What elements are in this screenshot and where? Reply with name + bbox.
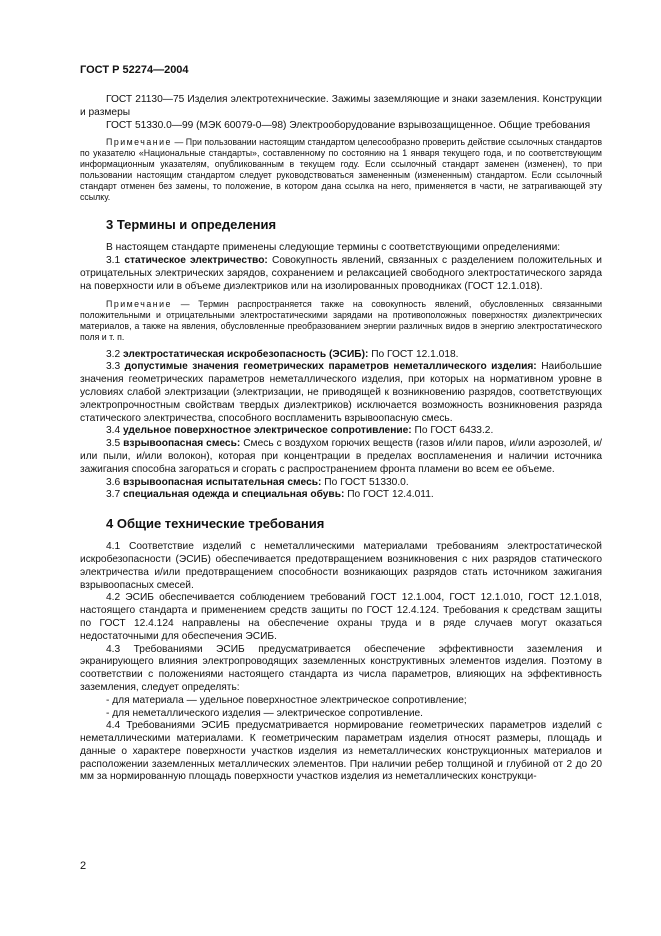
term: удельное поверхностное электрическое сопротивление: <box>123 425 412 437</box>
term: взрывоопасная смесь: <box>123 438 241 450</box>
section-intro: В настоящем стандарте применены следующие термины с соответствующими определениями: <box>106 242 561 254</box>
term: электростатическая искробезопасность (ЭСИБ): <box>123 348 369 360</box>
note <box>80 299 602 343</box>
note-text: — Термин распространяется также на совокупность явлений, обусловленных связанными положительными и отрицательными электростатическими зарядами на противоположных поверхностях диэлектрических материалов, а также на явления, обусловленные преобразованием энергии различных видов в энергию электростатического поля и т. п. <box>80 298 602 342</box>
term-definition: 3.7 специальная одежда и специальная обувь: По ГОСТ 12.4.011. <box>106 489 434 501</box>
term: допустимые значения геометрических параметров неметаллического изделия: <box>124 361 537 373</box>
term: специальная одежда и специальная обувь: <box>123 489 345 501</box>
paragraph: 4.1 Соответствие изделий с неметаллическими материалами требованиям электростатической искробезопасности (ЭСИБ) обеспечивается предотвращением возникновения с них разрядов статического электричества и/или предотвращением способности возникающих разрядов стать источником зажигания взрывоопасных смесей. <box>80 541 602 591</box>
paragraph: 4.4 Требованиями ЭСИБ предусматривается нормирование геометрических параметров изделий с неметаллическими материалами. К геометрическим параметрам изделия относят размеры, площадь и данные о характере поверхности участков изделия из неметаллических конструкционных материалов и расположении заземленных металлических элементов. При наличии ребер толщиной и глубиной от 2 до 20 мм за нормированную площадь поверхности участков изделия из неметаллических конструкци- <box>80 720 602 783</box>
note-text: — При пользовании настоящим стандартом целесообразно проверить действие ссылочных стандартов по указателю «Национальные стандарты», составленному по состоянию на 1 января текущего года, и по соответствующим информационным указателям, опубликованным в текущем году. Если ссылочный стандарт заменен (изменен), то при пользовании настоящим стандартом следует руководствоваться замененным (измененным) стандартом. Если ссылочный стандарт отменен без замены, то положение, в котором дана ссылка на него, применяется в части, не затрагивающей эту ссылку. <box>80 137 602 203</box>
list-item: - для неметаллического изделия — электрическое сопротивление. <box>106 707 424 719</box>
section-heading: 4 Общие технические требования <box>106 516 325 532</box>
term-definition: 3.3 допустимые значения геометрических параметров неметаллического изделия: Наибольшие значения геометрических параметров неметаллического изделия, при которых на нормативном уровне в условиях слабой электризации (электризации, не приводящей к возникновению разрядов, соответствующих электропрочностным свойствам твердых диэлектриков) исключается возможность возникновения разряда статического электричества, способного воспламенить взрывоопасную смесь. <box>80 361 602 424</box>
section-heading: 3 Термины и определения <box>106 217 277 233</box>
term-definition: 3.2 электростатическая искробезопасность (ЭСИБ): По ГОСТ 12.1.018. <box>106 348 459 360</box>
term-definition: 3.5 взрывоопасная смесь: Смесь с воздухом горючих веществ (газов и/или паров, и/или аэрозолей, и/или пыли, и/или волокон), которая при концентрации в пределах воспламенения и наличии источника зажигания способна загораться и сгорать с распространением фронта пламени во всем ее объеме. <box>80 438 602 475</box>
note-label: Примечание <box>106 298 172 309</box>
list-item: - для материала — удельное поверхностное электрическое сопротивление; <box>106 694 467 706</box>
paragraph: 4.3 Требованиями ЭСИБ предусматривается обеспечение эффективности заземления и экранирующего влияния электропроводящих заземленных конструктивных элементов изделия. Поэтому в соответствии с положениями настоящего стандарта из числа параметров, влияющих на эффективность заземления, следует определять: <box>80 643 602 693</box>
term: взрывоопасная испытательная смесь: <box>123 476 322 488</box>
term-definition: 3.6 взрывоопасная испытательная смесь: По ГОСТ 51330.0. <box>106 476 409 488</box>
note <box>80 137 602 203</box>
reference-item: ГОСТ 21130—75 Изделия электротехнические. Зажимы заземляющие и знаки заземления. Конструкции и размеры <box>80 94 602 118</box>
page-content <box>80 94 602 784</box>
paragraph: 4.2 ЭСИБ обеспечивается соблюдением требований ГОСТ 12.1.004, ГОСТ 12.1.010, ГОСТ 12.1.018, настоящего стандарта и применением средств защиты по ГОСТ 12.4.124. Требования к средствам защиты по ГОСТ 12.4.124 направлены на обеспечение охраны труда и в ряде случаев могут оказаться недостаточными для обеспечения ЭСИБ. <box>80 592 602 642</box>
note-label: Примечание <box>106 137 172 148</box>
term-definition: 3.1 статическое электричество: Совокупность явлений, связанных с разделением положительных и отрицательных электрических зарядов, сохранением и релаксацией свободного электростатического заряда на поверхности или в объеме диэлектриков или на изолированных проводниках (ГОСТ 12.1.018). <box>80 255 602 292</box>
page-number: 2 <box>80 860 87 872</box>
term: статическое электричество: <box>124 255 268 267</box>
page-header: ГОСТ Р 52274—2004 <box>80 64 189 76</box>
reference-item: ГОСТ 51330.0—99 (МЭК 60079-0—98) Электрооборудование взрывозащищенное. Общие требования <box>106 119 591 131</box>
term-definition: 3.4 удельное поверхностное электрическое сопротивление: По ГОСТ 6433.2. <box>106 425 494 437</box>
